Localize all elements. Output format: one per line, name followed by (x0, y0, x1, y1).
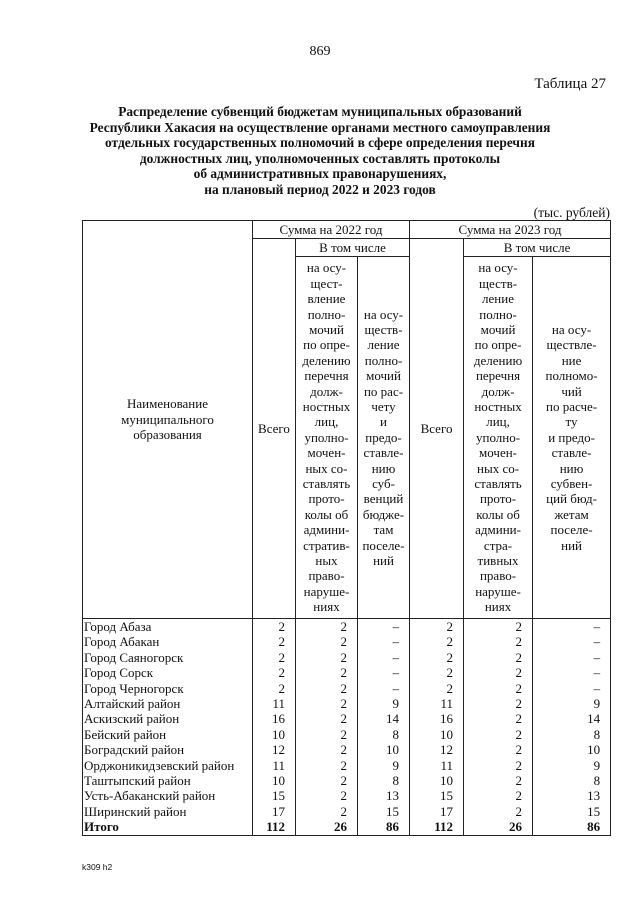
value-cell-p22: 2 (296, 711, 358, 726)
value-cell-t23: 2 (410, 681, 464, 696)
value-cell-t22: 11 (253, 758, 296, 773)
table-row (83, 742, 611, 757)
value-cell-t22: 11 (253, 696, 296, 711)
header-line: ние (561, 352, 582, 368)
table-label: Таблица 27 (534, 76, 606, 92)
value-cell-p22: 2 (296, 788, 358, 803)
municipality-name: Город Сорск (83, 665, 253, 680)
header-line: ление (482, 291, 514, 307)
header-settlements-2023 (533, 257, 611, 619)
header-line: ставлять (474, 476, 522, 492)
header-total-2023: Всего (410, 239, 464, 619)
value-cell-p23: 2 (464, 665, 533, 680)
title-line: отдельных государственных полномочий в сфере определения перечня (105, 135, 535, 151)
header-line: по опре- (474, 337, 522, 353)
header-line: прото- (479, 491, 517, 507)
value-cell-s22: – (358, 681, 410, 696)
header-line: предо- (365, 429, 402, 445)
header-line: стра- (483, 537, 513, 553)
page-number: 869 (309, 44, 331, 59)
table-row (83, 681, 611, 696)
header-line: админи- (303, 522, 350, 538)
value-cell-p23: 2 (464, 634, 533, 649)
header-line: жетам (554, 506, 589, 522)
header-line: ных (315, 553, 338, 569)
value-cell-t22: 2 (253, 665, 296, 680)
header-line: перечня (475, 368, 521, 384)
header-line: долж- (481, 383, 515, 399)
value-cell-t23: 11 (410, 758, 464, 773)
value-cell-s22: 9 (358, 696, 410, 711)
value-cell-p23: 26 (464, 819, 533, 835)
header-line: делению (302, 352, 351, 368)
header-line: чету (371, 398, 396, 414)
header-line: колы об (304, 506, 349, 522)
value-cell-t23: 17 (410, 804, 464, 819)
value-cell-p23: 2 (464, 711, 533, 726)
value-cell-t22: 2 (253, 650, 296, 665)
value-cell-s23: 15 (533, 804, 611, 819)
value-cell-s23: 8 (533, 727, 611, 742)
value-cell-s22: – (358, 665, 410, 680)
header-line: полно- (307, 306, 346, 322)
header-settlements-2022-lines (358, 307, 409, 569)
header-year-2022: Сумма на 2022 год (253, 221, 410, 239)
table-row (83, 758, 611, 773)
value-cell-p22: 2 (296, 650, 358, 665)
value-cell-t23: 2 (410, 665, 464, 680)
title-line: на плановый период 2022 и 2023 годов (204, 181, 436, 197)
table-row (83, 665, 611, 680)
footer-code: k309 h2 (82, 862, 113, 872)
value-cell-p22: 2 (296, 804, 358, 819)
header-line: бюдже- (362, 506, 405, 522)
header-line: полно- (364, 352, 403, 368)
header-line: наруше- (303, 583, 350, 599)
value-cell-s22: – (358, 619, 410, 635)
municipality-name: Боградский район (83, 742, 253, 757)
header-protocols-2023-lines (464, 260, 532, 614)
title-line: об административных правонарушениях, (193, 166, 447, 182)
table-row (83, 711, 611, 726)
header-settlements-2023-lines (533, 322, 610, 553)
municipality-name: Город Абакан (83, 634, 253, 649)
header-line: нию (371, 460, 396, 476)
header-line: нию (559, 460, 584, 476)
header-protocols-2023 (464, 257, 533, 619)
header-line: по опре- (303, 337, 350, 353)
value-cell-p22: 2 (296, 665, 358, 680)
title-line: Распределение субвенций бюджетам муниципальных образований (118, 104, 522, 119)
header-line: мочий (480, 321, 516, 337)
header-line: по расче- (545, 398, 598, 414)
table-row (83, 619, 611, 635)
document-title (70, 104, 570, 198)
header-line: поселе- (550, 522, 593, 538)
municipality-name: Орджоникидзевский район (83, 758, 253, 773)
header-line: ций бюд- (546, 491, 597, 507)
header-line: ностных (474, 398, 522, 414)
header-line: ний (561, 537, 582, 553)
header-line: ниях (313, 599, 340, 615)
header-line: и (380, 414, 387, 430)
municipality-name: Итого (83, 819, 253, 835)
header-line: ление (367, 337, 400, 353)
header-line: мочий (366, 368, 401, 384)
value-cell-s23: 14 (533, 711, 611, 726)
header-line: стратив- (303, 537, 350, 553)
header-line: уполно- (304, 429, 349, 445)
value-cell-s22: – (358, 650, 410, 665)
municipality-name: Аскизский район (83, 711, 253, 726)
table-row (83, 650, 611, 665)
header-line: лиц, (314, 414, 339, 430)
header-line: ниях (484, 599, 512, 615)
municipality-name: Город Абаза (83, 619, 253, 635)
value-cell-s23: 8 (533, 773, 611, 788)
header-line: тивных (477, 553, 519, 569)
value-cell-p23: 2 (464, 742, 533, 757)
value-cell-t22: 17 (253, 804, 296, 819)
municipality-name: Ширинский район (83, 804, 253, 819)
header-line: ных со- (477, 460, 520, 476)
header-line: щест- (310, 275, 343, 291)
value-cell-t22: 2 (253, 634, 296, 649)
value-cell-s22: 9 (358, 758, 410, 773)
header-line: на осу- (306, 260, 347, 276)
value-cell-s22: 10 (358, 742, 410, 757)
value-cell-s23: – (533, 665, 611, 680)
header-line: ставле- (363, 445, 404, 461)
table-row (83, 634, 611, 649)
value-cell-t22: 112 (253, 819, 296, 835)
header-including-2023: В том числе (464, 239, 611, 257)
header-line: Наименование (127, 396, 208, 412)
value-cell-t22: 15 (253, 788, 296, 803)
value-cell-t23: 2 (410, 650, 464, 665)
value-cell-t23: 15 (410, 788, 464, 803)
value-cell-p22: 2 (296, 758, 358, 773)
header-line: там (373, 522, 394, 538)
value-cell-t22: 2 (253, 681, 296, 696)
value-cell-p22: 26 (296, 819, 358, 835)
value-cell-t23: 10 (410, 727, 464, 742)
header-line: перечня (304, 368, 349, 384)
header-line: мочен- (479, 445, 518, 461)
table-row-total (83, 819, 611, 835)
header-line: делению (473, 352, 523, 368)
value-cell-s22: – (358, 634, 410, 649)
header-line: муниципального (121, 411, 214, 427)
value-cell-p23: 2 (464, 788, 533, 803)
municipality-name: Город Саяногорск (83, 650, 253, 665)
value-cell-s22: 15 (358, 804, 410, 819)
header-line: ных со- (305, 460, 348, 476)
value-cell-s23: 86 (533, 819, 611, 835)
table-body (83, 619, 611, 836)
table-row (83, 696, 611, 711)
header-line: и предо- (548, 429, 595, 445)
header-protocols-2022-lines (296, 260, 357, 614)
header-line: ностных (302, 398, 351, 414)
header-total-2022: Всего (253, 239, 296, 619)
units-label: (тыс. рублей) (533, 205, 610, 220)
value-cell-s22: 13 (358, 788, 410, 803)
municipality-name: Таштыпский район (83, 773, 253, 788)
value-cell-t23: 11 (410, 696, 464, 711)
header-settlements-2022 (358, 257, 410, 619)
value-cell-p23: 2 (464, 727, 533, 742)
value-cell-t23: 2 (410, 619, 464, 635)
header-line: уполно- (476, 429, 521, 445)
value-cell-t23: 10 (410, 773, 464, 788)
header-line: ту (565, 414, 578, 430)
header-line: ний (373, 553, 394, 569)
value-cell-s23: 10 (533, 742, 611, 757)
header-year-2023: Сумма на 2023 год (410, 221, 611, 239)
table-row (83, 788, 611, 803)
value-cell-p23: 2 (464, 650, 533, 665)
title-line: должностных лиц, уполномоченных составлять протоколы (139, 150, 501, 166)
header-line: суб- (372, 476, 395, 492)
header-municipality-lines (83, 396, 252, 442)
municipality-name: Город Черногорск (83, 681, 253, 696)
header-line: ставле- (551, 445, 592, 461)
value-cell-t23: 112 (410, 819, 464, 835)
value-cell-t22: 12 (253, 742, 296, 757)
value-cell-s23: – (533, 650, 611, 665)
value-cell-t23: 16 (410, 711, 464, 726)
header-line: чий (561, 383, 582, 399)
header-line: долж- (310, 383, 343, 399)
header-line: полно- (479, 306, 517, 322)
value-cell-s23: – (533, 681, 611, 696)
value-cell-t23: 12 (410, 742, 464, 757)
header-line: на осу- (551, 321, 592, 337)
value-cell-s23: 9 (533, 696, 611, 711)
value-cell-p23: 2 (464, 758, 533, 773)
municipality-name: Бейский район (83, 727, 253, 742)
header-line: ществле- (546, 337, 597, 353)
value-cell-s23: – (533, 619, 611, 635)
header-line: образования (133, 427, 202, 443)
header-line: право- (479, 568, 517, 584)
value-cell-p23: 2 (464, 696, 533, 711)
header-line: поселе- (362, 537, 405, 553)
value-cell-p22: 2 (296, 727, 358, 742)
value-cell-p22: 2 (296, 634, 358, 649)
value-cell-t22: 16 (253, 711, 296, 726)
value-cell-s22: 86 (358, 819, 410, 835)
header-line: венций (363, 491, 404, 507)
table-row (83, 773, 611, 788)
value-cell-p22: 2 (296, 681, 358, 696)
header-municipality (83, 221, 253, 619)
header-line: мочий (309, 321, 344, 337)
header-line: на осу- (363, 306, 404, 322)
header-line: прото- (308, 491, 345, 507)
table-row (83, 727, 611, 742)
title-line: Республики Хакасия на осуществление органами местного самоуправления (89, 119, 551, 135)
value-cell-s23: – (533, 634, 611, 649)
header-line: лиц, (486, 414, 510, 430)
header-line: ществ- (364, 321, 403, 337)
value-cell-s23: 9 (533, 758, 611, 773)
value-cell-p22: 2 (296, 773, 358, 788)
value-cell-s22: 14 (358, 711, 410, 726)
header-line: наруше- (475, 583, 521, 599)
header-including-2022: В том числе (296, 239, 410, 257)
header-line: полномо- (545, 368, 598, 384)
value-cell-p23: 2 (464, 619, 533, 635)
value-cell-p23: 2 (464, 804, 533, 819)
value-cell-s22: 8 (358, 773, 410, 788)
header-line: мочен- (307, 445, 346, 461)
value-cell-p22: 2 (296, 619, 358, 635)
value-cell-t22: 10 (253, 773, 296, 788)
header-line: админи- (475, 522, 521, 538)
header-line: колы об (476, 506, 520, 522)
municipality-name: Усть-Абаканский район (83, 788, 253, 803)
header-line: по рас- (363, 383, 404, 399)
table-row (83, 804, 611, 819)
value-cell-s22: 8 (358, 727, 410, 742)
value-cell-p23: 2 (464, 681, 533, 696)
header-line: вление (307, 291, 346, 307)
header-line: субвен- (550, 476, 593, 492)
value-cell-p22: 2 (296, 742, 358, 757)
value-cell-t22: 10 (253, 727, 296, 742)
header-line: ществ- (479, 275, 518, 291)
municipality-name: Алтайский район (83, 696, 253, 711)
header-line: право- (308, 568, 345, 584)
value-cell-t23: 2 (410, 634, 464, 649)
header-protocols-2022 (296, 257, 358, 619)
value-cell-s23: 13 (533, 788, 611, 803)
value-cell-t22: 2 (253, 619, 296, 635)
value-cell-p22: 2 (296, 696, 358, 711)
subvention-table (82, 220, 611, 836)
header-line: ставлять (302, 476, 351, 492)
header-line: на осу- (478, 260, 518, 276)
value-cell-p23: 2 (464, 773, 533, 788)
